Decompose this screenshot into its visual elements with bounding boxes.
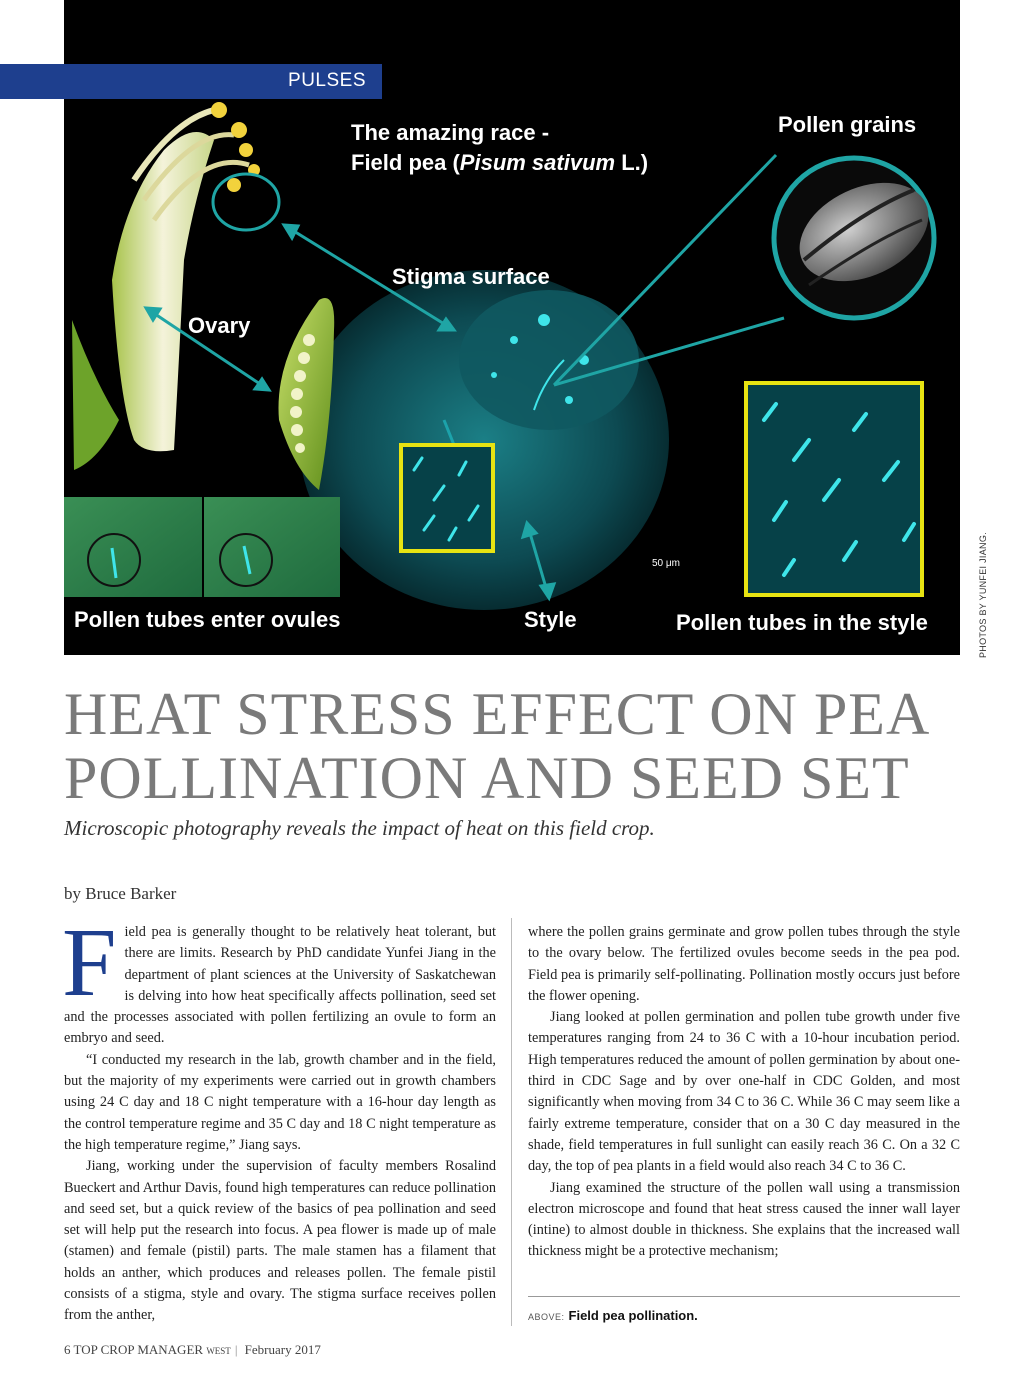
pollen-grain-micrograph xyxy=(774,158,944,318)
column-divider xyxy=(511,918,512,1326)
label-pollen-tubes-enter-ovules: Pollen tubes enter ovules xyxy=(74,607,341,632)
body-column-right xyxy=(528,922,960,1263)
flower-ovary-photo xyxy=(72,102,260,470)
figure-title-prefix: Field pea ( xyxy=(351,150,460,175)
label-ovary: Ovary xyxy=(188,313,251,338)
scale-bar-label: 50 μm xyxy=(652,558,680,569)
body-paragraph: Jiang examined the structure of the pollen wall using a transmission electron microscope and found that heat stress caused the inner wall layer (intine) to almost double in thickness. She explains that the increased wall thickness might be a protective mechanism; xyxy=(528,1179,960,1260)
label-pollen-grains: Pollen grains xyxy=(778,112,917,137)
article-deck: Microscopic photography reveals the impact of heat on this field crop. xyxy=(64,816,655,840)
figure-title xyxy=(351,118,648,178)
photo-credit: PHOTOS BY YUNFEI JIANG. xyxy=(978,532,988,658)
caption-divider xyxy=(528,1296,960,1297)
magazine-name: TOP CROP MANAGER xyxy=(73,1342,204,1357)
stigma-micrograph xyxy=(299,270,669,610)
body-paragraph: Jiang, working under the supervision of faculty members Rosalind Bueckert and Arthur Davis, found high temperatures can reduce pollination and seed set, but a quick review of the basics of pea pollination and seed set will help put the research into focus. A pea flower is made up of male (stamen) and female (pistil) parts. The male stamen has a filament that holds an anther, which produces and releases pollen. The female pistil consists of a stigma, style and ovary. The stigma surface receives pollen from the anther, xyxy=(64,1158,496,1324)
figure-title-species: Pisum sativum xyxy=(459,150,616,175)
page-footer xyxy=(64,1342,321,1358)
style-inset-enlarged xyxy=(746,383,922,595)
label-style: Style xyxy=(524,607,577,632)
article-headline xyxy=(64,682,964,810)
drop-cap: F xyxy=(62,909,117,1017)
caption-label: ABOVE: xyxy=(528,1312,565,1322)
magazine-edition: WEST xyxy=(206,1346,231,1356)
body-paragraph: ield pea is generally thought to be relatively heat tolerant, but there are limits. Research by PhD candidate Yunfei Jiang in the department of plant sciences at the University of Saskatchewan is delving into how heat specifically affects pollination, seed set and the processes associated with pollen fertilizing an ovule to form an embryo and seed. xyxy=(64,924,496,1047)
byline: by Bruce Barker xyxy=(64,884,177,903)
headline-line2: POLLINATION AND SEED SET xyxy=(64,745,910,811)
section-tab-label: PULSES xyxy=(288,70,366,91)
label-pollen-tubes-in-style: Pollen tubes in the style xyxy=(676,610,928,635)
body-paragraph: Jiang looked at pollen germination and pollen tube growth under five temperatures ranging from 24 to 36 C with a 10-hour incubation period. High temperatures reduced the amount of pollen germination by about one-third in CDC Sage and by over one-half in CDC Golden, and most significantly when moving from 34 C to 36 C. While 36 C may seem like a fairly extreme temperature, consider that on a 30 C day measured in the shade, field temperatures in full sunlight can easily reach 36 C. On a 32 C day, the top of pea plants in a field would also reach 34 C to 36 C. xyxy=(528,1009,960,1175)
style-inset xyxy=(401,445,493,551)
issue-date: February 2017 xyxy=(244,1342,321,1357)
figure-title-suffix: L.) xyxy=(615,150,649,175)
body-paragraph: where the pollen grains germinate and grow pollen tubes through the style to the ovary below. The fertilized ovules become seeds in the pea pod. Field pea is primarily self-pollinating. Pollination mostly occurs just before the flower opening. xyxy=(528,924,960,1004)
page-number: 6 xyxy=(64,1342,71,1357)
section-tab xyxy=(0,64,382,99)
headline-line1: HEAT STRESS EFFECT ON PEA xyxy=(64,681,931,747)
figure-caption xyxy=(528,1308,698,1323)
footer-separator: | xyxy=(234,1342,238,1357)
caption-text: Field pea pollination. xyxy=(568,1308,698,1323)
body-column-left xyxy=(62,909,496,1327)
ovule-panels xyxy=(64,497,340,597)
label-stigma-surface: Stigma surface xyxy=(392,264,550,289)
body-paragraph: “I conducted my research in the lab, growth chamber and in the field, but the majority of my experiments were carried out in growth chambers using 24 C day and 18 C night temperature with a 16-hour day length as the control temperature regime and 35 C day and 18 C night temperature as the high temperature regime,” Jiang says. xyxy=(64,1051,496,1153)
figure-title-line1: The amazing race - xyxy=(351,120,550,145)
figure-title-line2 xyxy=(351,148,648,178)
